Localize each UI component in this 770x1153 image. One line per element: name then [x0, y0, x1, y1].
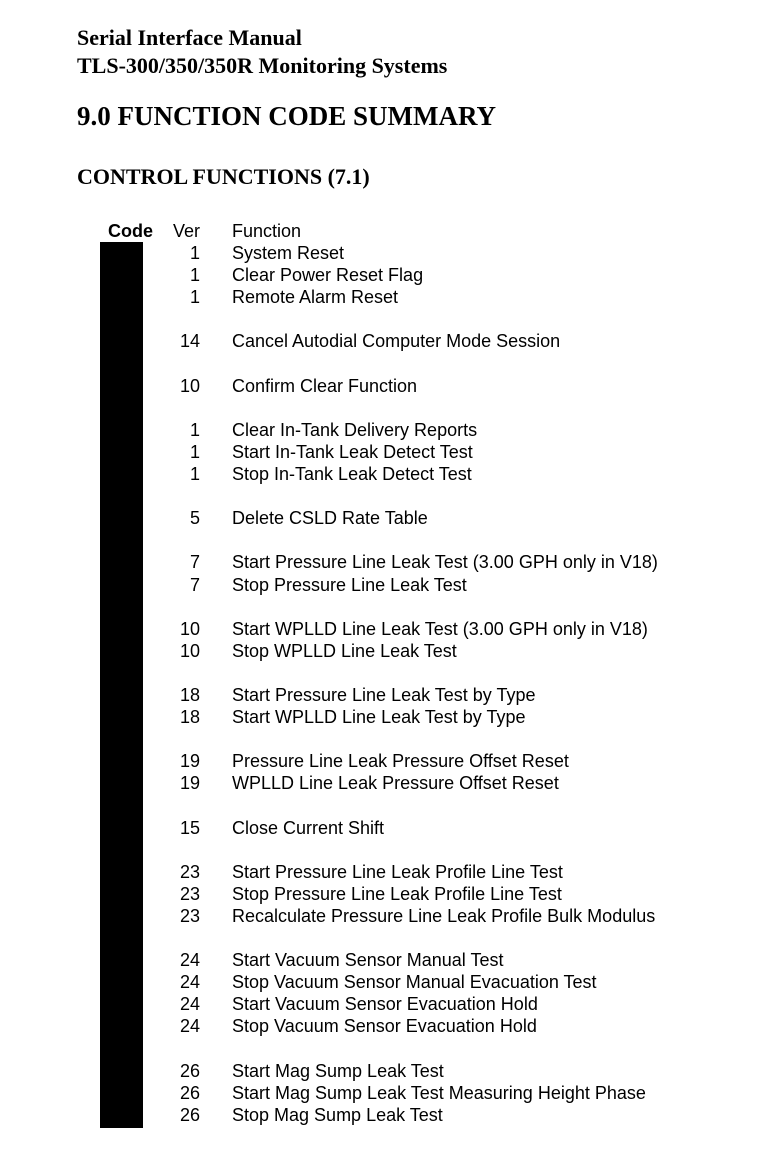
function-cell: Start Pressure Line Leak Test (3.00 GPH only in V18) — [232, 552, 658, 573]
function-cell: Stop Vacuum Sensor Manual Evacuation Test — [232, 972, 597, 993]
function-cell: Recalculate Pressure Line Leak Profile Bulk Modulus — [232, 905, 656, 926]
version-cell: 18 — [179, 684, 200, 705]
function-cell: Start Mag Sump Leak Test — [232, 1060, 444, 1081]
function-cell: Start WPLLD Line Leak Test by Type — [232, 707, 526, 728]
version-cell: 19 — [179, 773, 200, 794]
version-cell: 1 — [189, 243, 200, 264]
function-cell: Pressure Line Leak Pressure Offset Reset — [232, 751, 569, 772]
function-cell: Stop In-Tank Leak Detect Test — [232, 464, 472, 485]
version-cell: 26 — [179, 1104, 200, 1125]
function-cell: Stop WPLLD Line Leak Test — [232, 640, 457, 661]
version-cell: 23 — [179, 905, 200, 926]
section-heading: 9.0 FUNCTION CODE SUMMARY — [77, 101, 497, 131]
redacted-code-column — [100, 242, 143, 1128]
function-cell: Remote Alarm Reset — [232, 287, 399, 308]
version-cell: 24 — [179, 994, 200, 1015]
function-cell: Clear In-Tank Delivery Reports — [232, 419, 478, 440]
version-cell: 19 — [179, 751, 200, 772]
version-cell: 24 — [179, 1016, 200, 1037]
version-cell: 24 — [179, 950, 200, 971]
version-cell: 18 — [179, 707, 200, 728]
version-cell: 14 — [179, 331, 200, 352]
manual-title: Serial Interface Manual — [77, 25, 302, 50]
subsection-heading: CONTROL FUNCTIONS (7.1) — [77, 164, 370, 189]
function-cell: Start WPLLD Line Leak Test (3.00 GPH only in V18) — [232, 618, 648, 639]
manual-subtitle: TLS-300/350/350R Monitoring Systems — [77, 53, 448, 78]
function-cell: Stop Vacuum Sensor Evacuation Hold — [232, 1016, 537, 1037]
function-cell: Start Vacuum Sensor Manual Test — [232, 950, 504, 971]
version-cell: 1 — [189, 441, 200, 462]
version-cell: 26 — [179, 1082, 200, 1103]
function-cell: Delete CSLD Rate Table — [232, 508, 428, 529]
version-cell: 23 — [179, 861, 200, 882]
version-cell: 1 — [189, 419, 200, 440]
function-cell: Start Vacuum Sensor Evacuation Hold — [232, 994, 538, 1015]
version-cell: 26 — [179, 1060, 200, 1081]
function-cell: Cancel Autodial Computer Mode Session — [232, 331, 561, 352]
function-cell: Stop Mag Sump Leak Test — [232, 1104, 443, 1125]
version-cell: 24 — [179, 972, 200, 993]
version-cell: 7 — [189, 574, 200, 595]
function-cell: Clear Power Reset Flag — [232, 265, 424, 286]
version-cell: 10 — [179, 375, 200, 396]
version-cell: 1 — [189, 265, 200, 286]
header-code: Code — [108, 221, 153, 241]
header-ver: Ver — [172, 221, 200, 241]
header-function: Function — [232, 221, 302, 241]
function-cell: Confirm Clear Function — [232, 375, 418, 396]
function-cell: WPLLD Line Leak Pressure Offset Reset — [232, 773, 559, 794]
version-cell: 10 — [179, 618, 200, 639]
version-cell: 23 — [179, 883, 200, 904]
function-cell: Stop Pressure Line Leak Profile Line Test — [232, 883, 562, 904]
version-cell: 5 — [189, 508, 200, 529]
version-cell: 10 — [179, 640, 200, 661]
version-cell: 1 — [189, 464, 200, 485]
function-cell: Start In-Tank Leak Detect Test — [232, 441, 473, 462]
function-cell: Start Mag Sump Leak Test Measuring Height Phase — [232, 1082, 646, 1103]
version-cell: 7 — [189, 552, 200, 573]
function-cell: Start Pressure Line Leak Test by Type — [232, 684, 536, 705]
function-cell: Close Current Shift — [232, 817, 385, 838]
function-cell: Stop Pressure Line Leak Test — [232, 574, 467, 595]
version-cell: 1 — [189, 287, 200, 308]
function-cell: Start Pressure Line Leak Profile Line Test — [232, 861, 563, 882]
version-cell: 15 — [179, 817, 200, 838]
function-cell: System Reset — [232, 243, 345, 264]
